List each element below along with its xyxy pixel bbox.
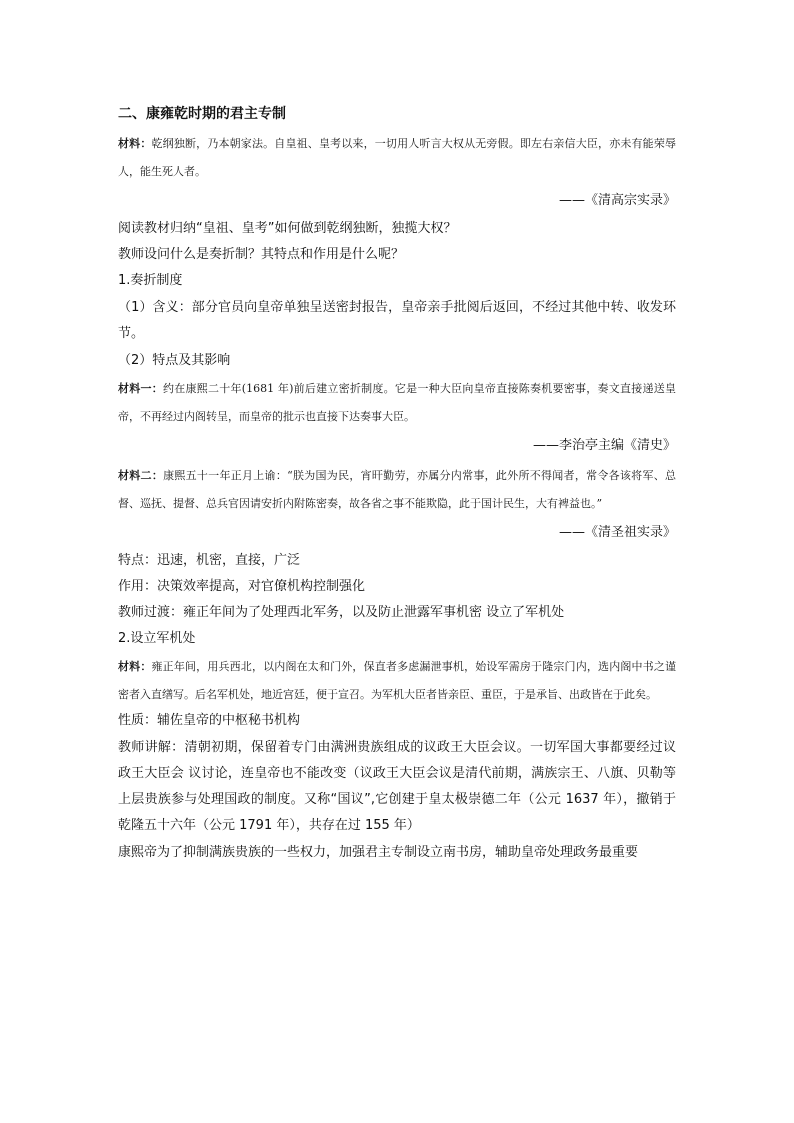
paragraph: 教师过渡：雍正年间为了处理西北军务，以及防止泄露军事机密 设立了军机处 — [118, 605, 565, 620]
material-label: 材料一： — [118, 382, 164, 395]
source-citation: ——《清圣祖实录》 — [558, 525, 676, 540]
section-heading: 二、康雍乾时期的君主专制 — [118, 106, 286, 122]
material-intro — [118, 130, 676, 186]
subheading: 2.设立军机处 — [118, 631, 196, 646]
paragraph: 特点：迅速，机密，直接，广泛 — [118, 553, 301, 568]
material-three — [118, 653, 676, 709]
material-two — [118, 462, 676, 518]
paragraph: 康熙帝为了抑制满族贵族的一些权力，加强君主专制设立南书房，辅助皇帝处理政务最重要 — [118, 845, 639, 860]
material-text: 雍正年间，用兵西北，以内阁在太和门外，保直者多虑漏泄事机，始设军需房于隆宗门内，选内阁中书之谨密者入直缮写。后名军机处，地近宫廷，便于宣召。为军机大臣者皆亲臣、重臣，于是承旨、出政皆在于此矣。 — [118, 660, 677, 701]
material-text: 约在康熙二十年(1681 年)前后建立密折制度。它是一种大臣向皇帝直接陈奏机要密事，奏文直接递送皇帝，不再经过内阁转呈，而皇帝的批示也直接下达奏事大臣。 — [118, 382, 676, 423]
material-label: 材料： — [118, 660, 152, 673]
subheading: （2）特点及其影响 — [118, 353, 231, 368]
paragraph: 作用：决策效率提高，对官僚机构控制强化 — [118, 579, 366, 594]
material-text: 康熙五十一年正月上谕：“朕为国为民，宵旰勤劳，亦属分内常事，此外所不得闻者，常令各该将军、总督、巡抚、提督、总兵官因请安折内附陈密奏，故各省之事不能欺隐，此于国计民生，大有裨益也。” — [118, 469, 676, 510]
document-content — [118, 104, 676, 867]
paragraph: 阅读教材归纳“皇祖、皇考”如何做到乾纲独断，独揽大权？ — [118, 221, 457, 236]
material-label: 材料： — [118, 137, 152, 150]
paragraph: （1）含义：部分官员向皇帝单独呈送密封报告，皇帝亲手批阅后返回，不经过其他中转、收发环节。 — [118, 300, 676, 341]
material-one — [118, 375, 676, 431]
material-label: 材料二： — [118, 469, 164, 482]
paragraph: 教师设问什么是奏折制？其特点和作用是什么呢？ — [118, 247, 405, 262]
paragraph: 教师讲解：清朝初期，保留着专门由满洲贵族组成的议政王大臣会议。一切军国大事都要经过议政王大臣会 议讨论，连皇帝也不能改变（议政王大臣会议是清代前期，满族宗王、八旗、贝勒等上层贵族参与处理国政的制度。又称“国议”,它创建于皇太极崇德二年（公元 1637 年），撤销于乾隆五十六年（公元 1791 年），共存在过 155 年） — [118, 740, 676, 833]
source-citation: ——《清高宗实录》 — [558, 193, 676, 208]
source-citation: ——李治亭主编《清史》 — [532, 438, 676, 453]
paragraph: 性质：辅佐皇帝的中枢秘书机构 — [118, 713, 301, 728]
material-text: 乾纲独断，乃本朝家法。自皇祖、皇考以来，一切用人听言大权从无旁假。即左右亲信大臣，亦未有能荣辱人，能生死人者。 — [118, 137, 677, 178]
subheading: 1.奏折制度 — [118, 273, 183, 288]
